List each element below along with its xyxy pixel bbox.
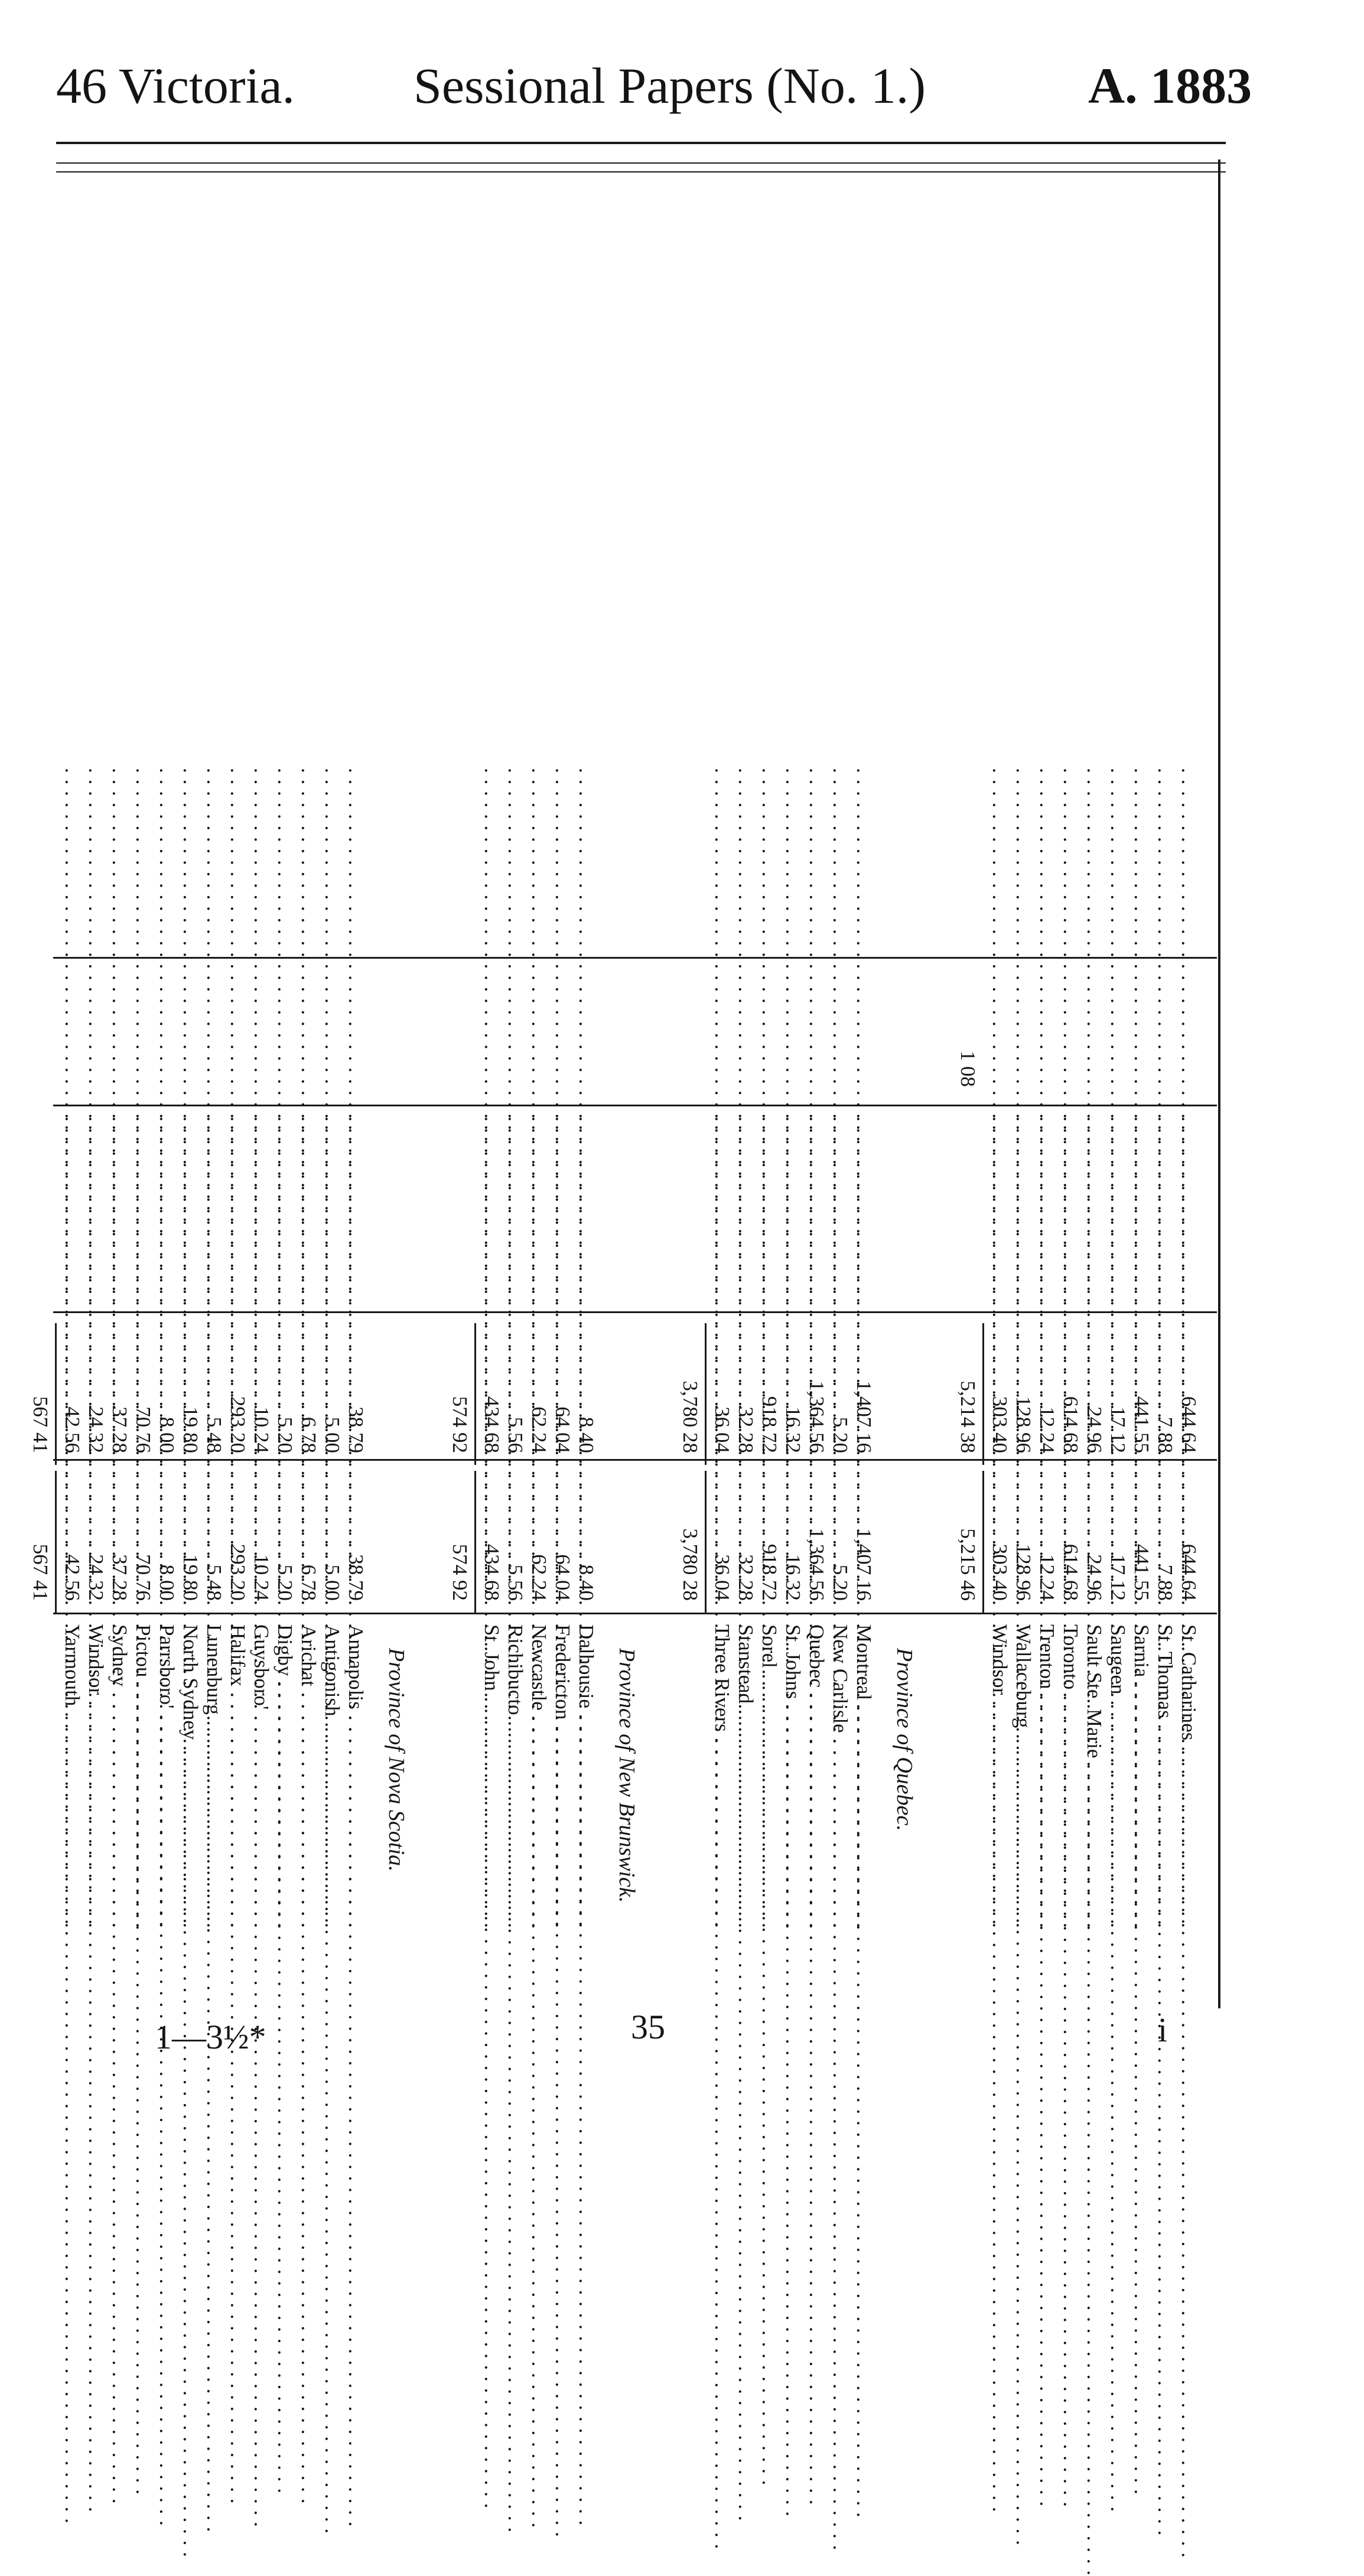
amount-right: 303 40 xyxy=(988,1543,1011,1601)
footer-mark: i xyxy=(1158,2011,1168,2049)
place-label: Sarnia xyxy=(1130,1624,1153,1678)
leader-dots xyxy=(204,1116,224,1300)
amount-left: 293 20 xyxy=(226,1396,249,1453)
leader-dots xyxy=(62,768,83,951)
leader-dots xyxy=(1131,1116,1152,1300)
amount-right: 37 28 xyxy=(108,1554,131,1601)
place-label: Wallaceburg xyxy=(1012,1624,1035,1728)
place-label: Digby xyxy=(274,1624,297,1676)
place-label: Quebec xyxy=(805,1624,828,1688)
leader-dots xyxy=(735,1116,756,1300)
leader-dots xyxy=(1155,768,1176,951)
leader-dots xyxy=(1131,768,1152,951)
amount-right: 434 68 xyxy=(480,1543,503,1601)
leader-dots xyxy=(989,768,1010,951)
amount-right: 5 56 xyxy=(504,1564,527,1601)
page-number: 35 xyxy=(631,2008,665,2046)
place-label: Lunenburg xyxy=(203,1624,226,1715)
amount-right: 24 32 xyxy=(84,1554,108,1601)
place-label: Sydney xyxy=(108,1624,131,1686)
place-label: Yarmouth xyxy=(61,1624,84,1707)
amount-right: 10 24 xyxy=(250,1554,273,1601)
amount-left: 24 96 xyxy=(1083,1406,1106,1453)
leader-dots xyxy=(759,1116,780,1300)
leader-dots xyxy=(854,768,874,951)
place-label: St. Thomas xyxy=(1154,1624,1177,1718)
amount-right: 1,407 16 xyxy=(852,1528,875,1601)
province-heading: Province of Quebec. xyxy=(892,1648,917,1831)
amount-left: 38 79 xyxy=(344,1406,367,1453)
leader-dots xyxy=(86,1116,106,1300)
amount-left: 5 20 xyxy=(829,1416,852,1453)
leader-dots xyxy=(157,1116,177,1300)
amount-right: 42 56 xyxy=(61,1554,84,1601)
amount-right: 17 12 xyxy=(1106,1554,1129,1601)
leader-dots xyxy=(806,1116,827,1300)
leader-dots xyxy=(133,768,154,951)
leader-dots xyxy=(783,1116,803,1300)
total-rule xyxy=(55,1323,57,1465)
total-rule xyxy=(705,1323,707,1465)
leader-dots xyxy=(275,1116,295,1300)
amount-left: 5 20 xyxy=(274,1416,297,1453)
amount-right: 7 88 xyxy=(1154,1564,1177,1601)
leader-dots xyxy=(1037,1116,1057,1300)
amount-right: 918 72 xyxy=(758,1543,781,1601)
leader-dots xyxy=(1108,768,1128,951)
leader-dots xyxy=(505,768,526,951)
leader-dots xyxy=(346,1116,366,1300)
amount-left: 17 12 xyxy=(1106,1406,1129,1453)
amount-left: 70 76 xyxy=(132,1406,155,1453)
place-label: Antigonish xyxy=(321,1624,344,1717)
amount-right: 1,364 56 xyxy=(805,1528,828,1601)
total-right: 574 92 xyxy=(448,1543,471,1601)
amount-right: 12 24 xyxy=(1036,1554,1059,1601)
leader-dots xyxy=(830,768,851,951)
amount-right: 32 28 xyxy=(734,1554,757,1601)
amount-right: 6 78 xyxy=(297,1564,320,1601)
amount-right: 8 40 xyxy=(575,1564,598,1601)
total-left: 5,214 38 xyxy=(956,1380,979,1453)
leader-dots xyxy=(109,1116,130,1300)
leader-dots xyxy=(1179,1116,1199,1300)
leader-dots xyxy=(576,1116,597,1300)
top-rule xyxy=(56,142,1226,144)
leader-dots xyxy=(830,1116,851,1300)
session-label: 46 Victoria. xyxy=(56,57,295,114)
amount-left: 12 24 xyxy=(1036,1406,1059,1453)
leader-dots xyxy=(1179,768,1199,951)
place-label: Three Rivers xyxy=(711,1624,734,1732)
total-left: 574 92 xyxy=(448,1396,471,1453)
page-header xyxy=(0,56,1364,139)
leader-dots xyxy=(86,768,106,951)
total-left: 567 41 xyxy=(29,1396,52,1453)
leader-dots xyxy=(481,1116,502,1300)
leader-dots xyxy=(712,768,733,951)
place-label: St. John xyxy=(480,1624,503,1691)
place-label: New Carlisle xyxy=(829,1624,852,1733)
right-border xyxy=(1218,159,1220,2008)
total-right: 567 41 xyxy=(29,1543,52,1601)
total-rule xyxy=(474,1471,476,1613)
leader-dots xyxy=(251,768,272,951)
total-right: 3,780 28 xyxy=(679,1528,702,1601)
amount-right: 19 80 xyxy=(179,1554,202,1601)
customs-table xyxy=(29,762,1217,2109)
amount-left: 24 32 xyxy=(84,1406,108,1453)
leader-dots xyxy=(1060,1116,1081,1300)
leader-dots xyxy=(1013,768,1034,951)
amount-right: 5 20 xyxy=(274,1564,297,1601)
place-label: Windsor xyxy=(84,1624,108,1695)
leader-dots xyxy=(576,768,597,951)
place-label: Annapolis xyxy=(344,1624,367,1709)
amount-right: 5 48 xyxy=(203,1564,226,1601)
place-label: Arichat xyxy=(297,1624,320,1686)
amount-right: 8 00 xyxy=(155,1564,178,1601)
province-heading: Province of Nova Scotia. xyxy=(384,1648,409,1872)
amount-left: 5 56 xyxy=(504,1416,527,1453)
place-label: St. Johns xyxy=(782,1624,805,1699)
amount-left: 1,407 16 xyxy=(852,1380,875,1453)
total-rule xyxy=(982,1323,984,1465)
signature-mark: 1—3½* xyxy=(155,2018,266,2056)
amount-right: 62 24 xyxy=(528,1554,551,1601)
amount-left: 62 24 xyxy=(528,1406,551,1453)
amount-right: 441 55 xyxy=(1130,1543,1153,1601)
amount-left: 614 68 xyxy=(1059,1396,1082,1453)
place-label: Windsor xyxy=(988,1624,1011,1695)
place-label: Parrsboro' xyxy=(155,1624,178,1709)
amount-left: 644 64 xyxy=(1177,1396,1200,1453)
leader-dots xyxy=(481,768,502,951)
amount-left: 16 32 xyxy=(782,1406,805,1453)
amount-right: 36 04 xyxy=(711,1554,734,1601)
leader-dots xyxy=(712,1116,733,1300)
sessional-papers-title: Sessional Papers (No. 1.) xyxy=(414,57,926,114)
amount-left: 303 40 xyxy=(988,1396,1011,1453)
leader-dots xyxy=(552,768,573,951)
leader-dots xyxy=(298,1116,319,1300)
place-label: Guysboro' xyxy=(250,1624,273,1710)
total-rule xyxy=(705,1471,707,1613)
place-label: Fredericton xyxy=(551,1624,574,1720)
leader-dots xyxy=(1108,1116,1128,1300)
leader-dots xyxy=(854,1116,874,1300)
amount-left: 37 28 xyxy=(108,1406,131,1453)
amount-right: 293 20 xyxy=(226,1543,249,1601)
amount-left: 7 88 xyxy=(1154,1416,1177,1453)
year-label: A. 1883 xyxy=(1088,57,1252,114)
leader-dots xyxy=(157,768,177,951)
leader-dots xyxy=(298,768,319,951)
amount-left: 36 04 xyxy=(711,1406,734,1453)
leader-dots xyxy=(62,1116,83,1300)
amount-right: 64 04 xyxy=(551,1554,574,1601)
place-label: North Sydney xyxy=(179,1624,202,1740)
leader-dots xyxy=(529,768,549,951)
amount-left: 434 68 xyxy=(480,1396,503,1453)
amount-left: 8 00 xyxy=(155,1416,178,1453)
leader-dots xyxy=(783,768,803,951)
leader-dots xyxy=(1084,1116,1105,1300)
place-label: Toronto xyxy=(1059,1624,1082,1690)
leader-dots xyxy=(505,1116,526,1300)
leader-dots xyxy=(180,1116,201,1300)
amount-left: 1,364 56 xyxy=(805,1380,828,1453)
leader-dots xyxy=(552,1116,573,1300)
top-rule-thin-2 xyxy=(56,171,1226,172)
place-label: Pictou xyxy=(132,1624,155,1678)
amount-left: 6 78 xyxy=(297,1416,320,1453)
leader-dots xyxy=(759,768,780,951)
leader-dots xyxy=(133,1116,154,1300)
place-label: Halifax xyxy=(226,1624,249,1686)
top-rule-thin xyxy=(56,162,1226,164)
leader-dots xyxy=(227,1116,248,1300)
place-label: Stanstead xyxy=(734,1624,757,1704)
total-rule xyxy=(55,1471,57,1613)
amount-right: 5 00 xyxy=(321,1564,344,1601)
total-right: 5,215 46 xyxy=(956,1528,979,1601)
total-rule xyxy=(982,1471,984,1613)
province-heading: Province of New Brunswick. xyxy=(614,1648,639,1903)
amount-left: 64 04 xyxy=(551,1406,574,1453)
amount-right: 70 76 xyxy=(132,1554,155,1601)
amount-right: 16 32 xyxy=(782,1554,805,1601)
amount-left: 5 48 xyxy=(203,1416,226,1453)
place-label: Montreal xyxy=(852,1624,875,1701)
leader-dots xyxy=(529,1116,549,1300)
amount-left: 10 24 xyxy=(250,1406,273,1453)
leader-dots xyxy=(735,768,756,951)
leader-dots xyxy=(989,1116,1010,1300)
place-label: St. Catharines xyxy=(1177,1624,1200,1741)
amount-right: 128 96 xyxy=(1012,1543,1035,1601)
amount-left: 5 00 xyxy=(321,1416,344,1453)
leader-dots xyxy=(275,768,295,951)
leader-dots xyxy=(1037,768,1057,951)
amount-left: 32 28 xyxy=(734,1406,757,1453)
leader-dots xyxy=(1060,768,1081,951)
place-label: Sorel xyxy=(758,1624,781,1668)
amount-right: 24 96 xyxy=(1083,1554,1106,1601)
amount-left: 42 56 xyxy=(61,1406,84,1453)
extra-amount: 1 08 xyxy=(956,1050,979,1087)
amount-left: 918 72 xyxy=(758,1396,781,1453)
leader-dots xyxy=(1155,1116,1176,1300)
leader-dots xyxy=(251,1116,272,1300)
leader-dots xyxy=(1084,768,1105,951)
place-label: Richibucto xyxy=(504,1624,527,1715)
leader-dots xyxy=(227,768,248,951)
place-label: Dalhousie xyxy=(575,1624,598,1708)
leader-dots xyxy=(204,768,224,951)
total-rule xyxy=(474,1323,476,1465)
place-label: Saugeen xyxy=(1106,1624,1129,1695)
total-left: 3,780 28 xyxy=(679,1380,702,1453)
amount-left: 441 55 xyxy=(1130,1396,1153,1453)
leader-dots xyxy=(180,768,201,951)
amount-right: 38 79 xyxy=(344,1554,367,1601)
leader-dots xyxy=(346,768,366,951)
leader-dots xyxy=(322,1116,343,1300)
amount-right: 614 68 xyxy=(1059,1543,1082,1601)
amount-right: 5 20 xyxy=(829,1564,852,1601)
leader-dots xyxy=(322,768,343,951)
leader-dots xyxy=(806,768,827,951)
leader-dots xyxy=(109,768,130,951)
place-label: Sault Ste. Marie xyxy=(1083,1624,1106,1758)
place-label: Newcastle xyxy=(528,1624,551,1711)
amount-left: 128 96 xyxy=(1012,1396,1035,1453)
amount-left: 19 80 xyxy=(179,1406,202,1453)
leader-dots xyxy=(1013,1116,1034,1300)
amount-left: 8 40 xyxy=(575,1416,598,1453)
place-label: Trenton xyxy=(1036,1624,1059,1689)
amount-right: 644 64 xyxy=(1177,1543,1200,1601)
